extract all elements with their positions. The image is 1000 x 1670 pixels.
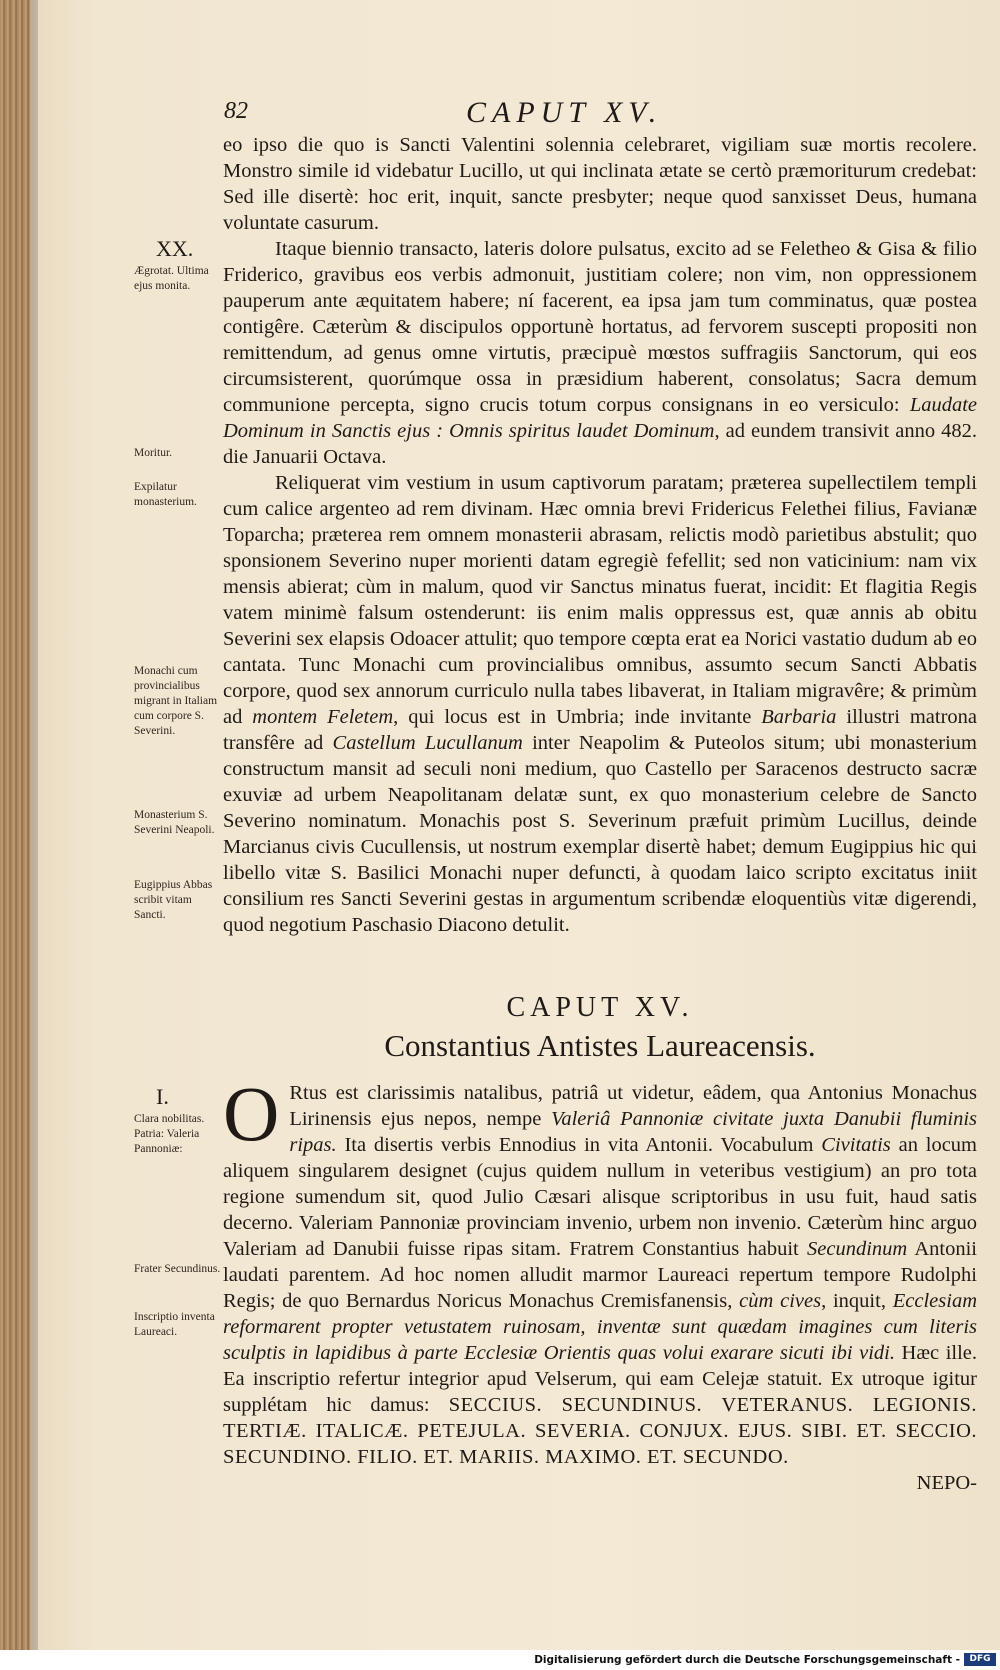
quotation: Laudate Dominum in Sanctis ejus : Omnis spiritus laudet Dominum (223, 394, 978, 442)
drop-cap: O (223, 1070, 280, 1157)
inscription-text: SECCIUS. SECUNDINUS. VETERANUS. LEGIONIS. TERTIÆ. ITALICÆ. PETEJULA. SEVERIA. CONJUX. EJUS. SIBI. ET. SECCIO. SECUNDINO. FILIO. ET. MARIIS. MAXIMO. ET. SECUNDO. (223, 1394, 977, 1468)
page-number: 82 (224, 98, 248, 124)
paragraph-text: Reliquerat vim vestium in usum captivorum paratam; præterea supellectilem templi cum calice argenteo ad rem divinam. Hæc omnia brevi Fridericus Felethei filius, Favianæ Toparcha; præterea rem omnem monasterii abrasam, relictis modò parietibus abstulit; quo sponsionem Severino nuper morienti datam egregiè fefellit; sed non vaticinium: nam vix mensis abierat; cùm in malum, quod vir Sanctus minatus fuerat, incidit: Et flagitia Regis vatem minimè falsum ostenderunt: iis enim malis oppressus est, quæ annis ab obitu Severini sex elapsis Odoacer attulit; quo tempore cœpta erat ea Norici vastatio dudum ab eo cantata. Tunc Monachi cum provincialibus omnibus, assumto secum Sancti Abbatis corpore, quod sex annorum curriculo nulla tabes libaverat, in Italiam migravêre; & primùm ad (223, 472, 977, 728)
book-page (38, 0, 1000, 1650)
margin-note-frater: Frater Secundinus. (134, 1263, 221, 1275)
dfg-logo: DFG (964, 1653, 996, 1666)
margin-note-aegrotat: Ægrotat. Ultima ejus monita. (134, 265, 209, 292)
paragraph-text: inter Neapolim & Puteolos situm; ubi monasterium constructum mansit ad seculi noni medium, quo Castello per Saracenos destructo sacræ exuviæ ad urbem Neapolitanam delatæ sunt, ex quo monasterium celebre de Sancto Severino nominatum. Monachis post S. Severinum præfuit primùm Lucillus, deinde Marcianus civis Cucullensis, ut nostrum exemplar disertè habet; demum Eugippius hic qui libello vitæ S. Basilici Monachi nuper defuncti, à quodam laico scripto excitatus iniit consilium res Sancti Severini gestas in argumentum scribendæ eloquentiùs vitæ digerendi, quod negotium Paschasio Diacono detulit. (223, 732, 977, 936)
margin-note-eugippius: Eugippius Abbas scribit vitam Sancti. (134, 879, 213, 921)
paragraph-text: an locum aliquem singularem designet (cujus quidem nullum in veteribus vestigium) an pro tota regione sumendum sit, quod Julio Cæsari alisque scriptoribus in usu fuit, haud satis decerno. Valeriam Pannoniæ provinciam invenio, urbem non invenio. Cæterùm hinc arguo Valeriam ad Danubii fuisse ripas sitam. Fratrem Constantius habuit (223, 1134, 977, 1260)
funding-notice: Digitalisierung gefördert durch die Deutsche Forschungsgemeinschaft - (534, 1654, 960, 1666)
paragraph-text: , ad eundem transivit anno 482. die Januarii Octava. (223, 420, 977, 468)
margin-note-moritur: Moritur. (134, 447, 173, 459)
margin-note-monachi: Monachi cum provincialibus migrant in Italiam cum corpore S. Severini. (134, 665, 218, 737)
section-number-i: I. (156, 1084, 169, 1109)
paragraph-xx (223, 236, 977, 470)
section-number-xx: XX. (156, 236, 194, 261)
catchword-line (223, 1470, 977, 1496)
chapter-paragraph (223, 1070, 977, 1470)
book-edge (0, 0, 30, 1650)
paragraph-text: Itaque biennio transacto, lateris dolore pulsatus, excito ad se Feletheo & Gisa & filio Friderico, gravibus eos verbis admonuit, justitiam colere; non vim, non oppressionem pauperum ante æquitatem habere; ní facerent, ea ipsa jam tum comminatus, quæ postea contigêre. Cæterùm & discipulos opportunè hortatus, ad fervorem suscepti propositi non remittendum, ad genus omne virtutis, præcipuè mœstos suffragiis Sanctorum, qui eos circumsisterent, quorúmque ossa in præsidium haberent, consolatus; Sacra demum communione percepta, signo crucis totum corpus consignans in eo versiculo: (223, 238, 977, 416)
chapter-heading (223, 992, 977, 1064)
paragraph-relinquerat (223, 470, 977, 938)
paragraph-text: Ita disertis verbis Ennodius in vita Antonii. Vocabulum (336, 1134, 822, 1156)
italic-quotation: Ecclesiam reformarent propter vetustatem ruinosam, inventæ sunt quædam imagines cum literis sculptis in lapidibus à parte Ecclesiæ Orientis quas volui exarare sicuti ibi vidi. (223, 1290, 977, 1364)
text-block-chapter (223, 1070, 977, 1496)
catchword: NEPO- (916, 1472, 977, 1494)
margin-note-expilatur: Expilatur monasterium. (134, 481, 197, 508)
margin-note-clara: Clara nobilitas. Patria: Valeria Pannoniæ: (134, 1113, 205, 1155)
footer-bar (0, 1650, 1000, 1670)
paragraph-text: , qui locus est in Umbria; inde invitante (393, 706, 762, 728)
text-block-top (223, 132, 977, 938)
italic-term: montem Feletem (252, 706, 394, 728)
italic-term: Valeriâ Pannoniæ civitate juxta Danubii fluminis ripas. (289, 1108, 977, 1156)
italic-term: Barbaria (761, 706, 837, 728)
italic-term: Civitatis (821, 1134, 891, 1156)
italic-term: cùm cives (739, 1290, 822, 1312)
paragraph-text: Antonii laudati parentem. Ad hoc nomen alludit marmor Laureaci repertum tempore Rudolphi Regis; de quo Bernardus Noricus Monachus Cremisfanensis, (223, 1238, 977, 1312)
paragraph-text: illustri matrona transfêre ad (223, 706, 977, 754)
italic-term: Castellum Lucullanum (332, 732, 523, 754)
margin-note-monasterium: Monasterium S. Severini Neapoli. (134, 809, 215, 836)
running-title: CAPUT XV. (466, 96, 663, 129)
paragraph-text: Rtus est clarissimis natalibus, patriâ ut videtur, eâdem, qua Antonius Monachus Lirinensis ejus nepos, nempe (289, 1082, 977, 1130)
running-header (224, 98, 960, 134)
italic-term: Secundinum (807, 1238, 908, 1260)
paragraph-continuation: eo ipso die quo is Sancti Valentini solennia celebraret, vigiliam suæ mortis recolere. Monstro simile id videbatur Lucillo, ut qui inclinata ætate se certò præmoriturum credebat: Sed ille disertè: hoc erit, inquit, sancte presbyter; neque quod sanxisset Deus, humana voluntate casurum. (223, 134, 977, 234)
chapter-title: CAPUT XV. (506, 992, 694, 1023)
paragraph-text: Hæc ille. Ea inscriptio refertur integrior apud Velserum, qui eam Celejæ statuit. Ex utroque igitur supplétam hic damus: (223, 1342, 977, 1416)
margin-note-inscriptio: Inscriptio inventa Laureaci. (134, 1311, 215, 1338)
paragraph-text: , inquit, (821, 1290, 893, 1312)
chapter-subtitle: Constantius Antistes Laureacensis. (384, 1028, 816, 1063)
